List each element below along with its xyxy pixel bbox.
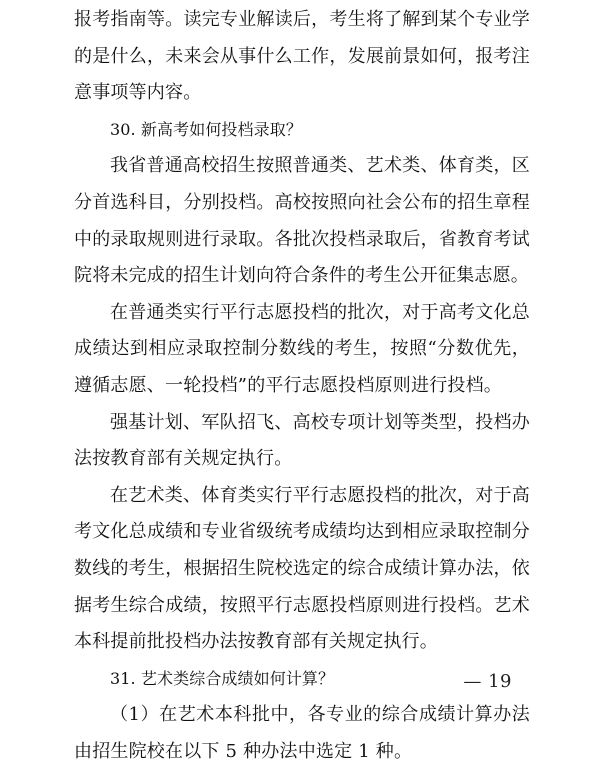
paragraph-general-category: 在普通类实行平行志愿投档的批次，对于高考文化总成绩达到相应录取控制分数线的考生，按照“分数优先，遵循志愿、一轮投档”的平行志愿投档原则进行投档。 [74, 301, 530, 396]
paragraph-art-score-method: （1）在艺术本科批中，各专业的综合成绩计算办法由招生院校在以下 5 种办法中选定 1 种。 [74, 704, 530, 762]
paragraph-art-sports-category: 在艺术类、体育类实行平行志愿投档的批次，对于高考文化总成绩和专业省级统考成绩均达到相应录取控制分数线的考生，根据招生院校选定的综合成绩计算办法，依据考生综合成绩，按照平行志愿投档原则进行投档。艺术本科提前批投档办法按教育部有关规定执行。 [74, 484, 530, 653]
paragraph-intro-continuation: 报考指南等。读完专业解读后，考生将了解到某个专业学的是什么，未来会从事什么工作，发展前景如何，报考注意事项等内容。 [74, 9, 530, 104]
section-heading-30: 30. 新高考如何投档录取？ [110, 119, 302, 139]
page-number: — 19 [463, 671, 512, 692]
paragraph-special-plans: 强基计划、军队招飞、高校专项计划等类型，投档办法按教育部有关规定执行。 [74, 411, 530, 470]
document-body [74, 2, 530, 770]
section-heading-31: 31. 艺术类综合成绩如何计算？ [110, 668, 335, 688]
paragraph-admission-rules: 我省普通高校招生按照普通类、艺术类、体育类，区分首选科目，分别投档。高校按照向社会公布的招生章程中的录取规则进行录取。各批次投档录取后，省教育考试院将未完成的招生计划向符合条件的考生公开征集志愿。 [74, 155, 530, 287]
